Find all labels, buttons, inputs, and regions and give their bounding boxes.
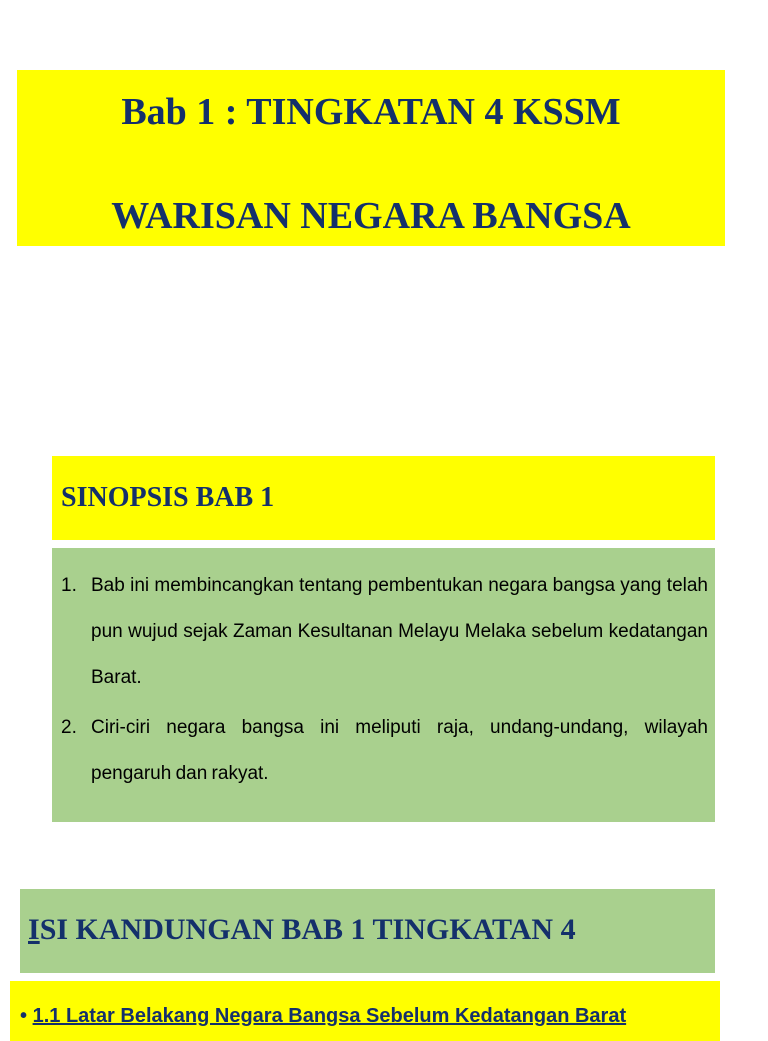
synopsis-list bbox=[52, 563, 708, 797]
list-item bbox=[61, 563, 708, 701]
chapter-subtitle: WARISAN NEGARA BANGSA bbox=[111, 195, 631, 237]
list-item-number: 1. bbox=[61, 575, 77, 596]
synopsis-header bbox=[52, 456, 715, 540]
list-item bbox=[20, 1005, 626, 1028]
list-item bbox=[61, 705, 708, 797]
contents-header bbox=[20, 889, 715, 973]
title-banner bbox=[17, 70, 725, 246]
synopsis-panel bbox=[52, 548, 715, 822]
list-item-number: 2. bbox=[61, 717, 77, 738]
contents-heading-initial: I bbox=[28, 913, 40, 946]
list-item-text: Bab ini membincangkan tentang pembentukan negara bangsa yang telah pun wujud sejak Zaman Kesultanan Melayu Melaka sebelum kedatangan Barat. bbox=[91, 575, 708, 688]
contents-list bbox=[10, 981, 720, 1041]
contents-item-label: 1.1 Latar Belakang Negara Bangsa Sebelum Kedatangan Barat bbox=[32, 1005, 627, 1027]
bullet-icon: • bbox=[20, 1005, 28, 1027]
chapter-title: Bab 1 : TINGKATAN 4 KSSM bbox=[121, 91, 621, 133]
list-item-text: Ciri-ciri negara bangsa ini meliputi raja, undang-undang, wilayah pengaruh dan rakyat. bbox=[91, 717, 708, 784]
contents-heading bbox=[28, 913, 576, 947]
contents-heading-rest: SI KANDUNGAN BAB 1 TINGKATAN 4 bbox=[39, 913, 576, 946]
synopsis-heading: SINOPSIS BAB 1 bbox=[61, 482, 275, 513]
